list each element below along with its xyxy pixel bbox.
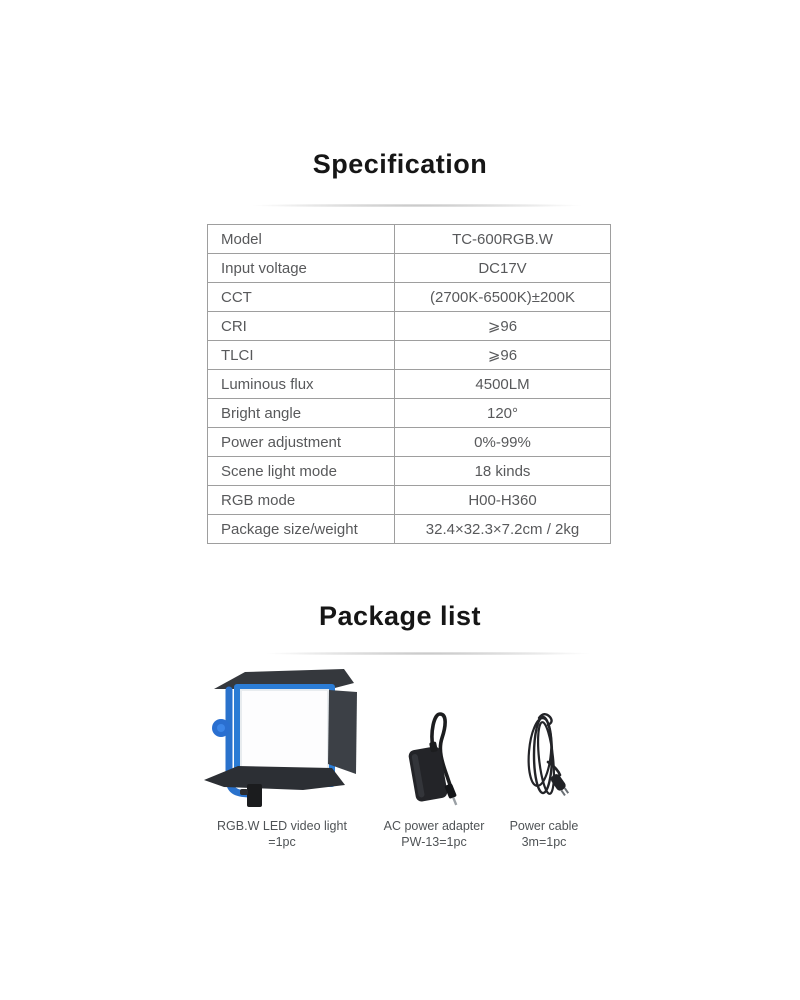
- caption-line: =1pc: [268, 835, 296, 849]
- barn-door-right: [328, 690, 357, 774]
- specification-divider: [224, 204, 610, 207]
- caption-line: Power cable: [509, 819, 579, 833]
- table-row: [208, 370, 611, 399]
- spec-value-cell: 120°: [395, 399, 611, 428]
- table-row: [208, 457, 611, 486]
- table-row: [208, 254, 611, 283]
- power-cable-icon: [520, 700, 580, 812]
- power-cable-image: [520, 700, 580, 812]
- spec-value-cell: (2700K-6500K)±200K: [395, 283, 611, 312]
- led-video-light-image: [204, 666, 399, 816]
- package-list-heading: Package list: [318, 601, 482, 631]
- spec-label-cell: Bright angle: [208, 399, 395, 428]
- table-row: [208, 399, 611, 428]
- spec-label-cell: RGB mode: [208, 486, 395, 515]
- spec-value-cell: 32.4×32.3×7.2cm / 2kg: [395, 515, 611, 544]
- ac-power-adapter-icon: [400, 700, 470, 818]
- table-row: [208, 341, 611, 370]
- spec-label-cell: Package size/weight: [208, 515, 395, 544]
- table-row: [208, 428, 611, 457]
- ac-power-adapter-image: [400, 700, 470, 818]
- spec-label-cell: TLCI: [208, 341, 395, 370]
- power-cable-caption: [483, 818, 605, 850]
- led-panel-light-icon: [204, 666, 399, 816]
- specification-table: [207, 224, 611, 544]
- spec-value-cell: 4500LM: [395, 370, 611, 399]
- spec-value-cell: DC17V: [395, 254, 611, 283]
- spec-value-cell: H00-H360: [395, 486, 611, 515]
- caption-line: PW-13=1pc: [401, 835, 467, 849]
- spec-value-cell: 18 kinds: [395, 457, 611, 486]
- spec-value-cell: ⩾96: [395, 341, 611, 370]
- spec-label-cell: CCT: [208, 283, 395, 312]
- table-row: [208, 283, 611, 312]
- spec-value-cell: 0%-99%: [395, 428, 611, 457]
- spec-label-cell: Power adjustment: [208, 428, 395, 457]
- spec-label-cell: Scene light mode: [208, 457, 395, 486]
- table-row: [208, 225, 611, 254]
- led-light-caption: [187, 818, 377, 850]
- spec-value-cell: TC-600RGB.W: [395, 225, 611, 254]
- spec-value-cell: ⩾96: [395, 312, 611, 341]
- caption-line: 3m=1pc: [521, 835, 567, 849]
- package-list-divider: [238, 652, 618, 655]
- caption-line: RGB.W LED video light: [217, 819, 347, 833]
- spec-label-cell: Model: [208, 225, 395, 254]
- caption-line: AC power adapter: [383, 819, 485, 833]
- table-row: [208, 312, 611, 341]
- table-row: [208, 515, 611, 544]
- mount-spigot: [247, 784, 262, 807]
- spec-label-cell: Input voltage: [208, 254, 395, 283]
- table-row: [208, 486, 611, 515]
- spec-label-cell: CRI: [208, 312, 395, 341]
- barn-door-bottom: [204, 766, 345, 790]
- specification-heading: Specification: [312, 149, 488, 179]
- spec-label-cell: Luminous flux: [208, 370, 395, 399]
